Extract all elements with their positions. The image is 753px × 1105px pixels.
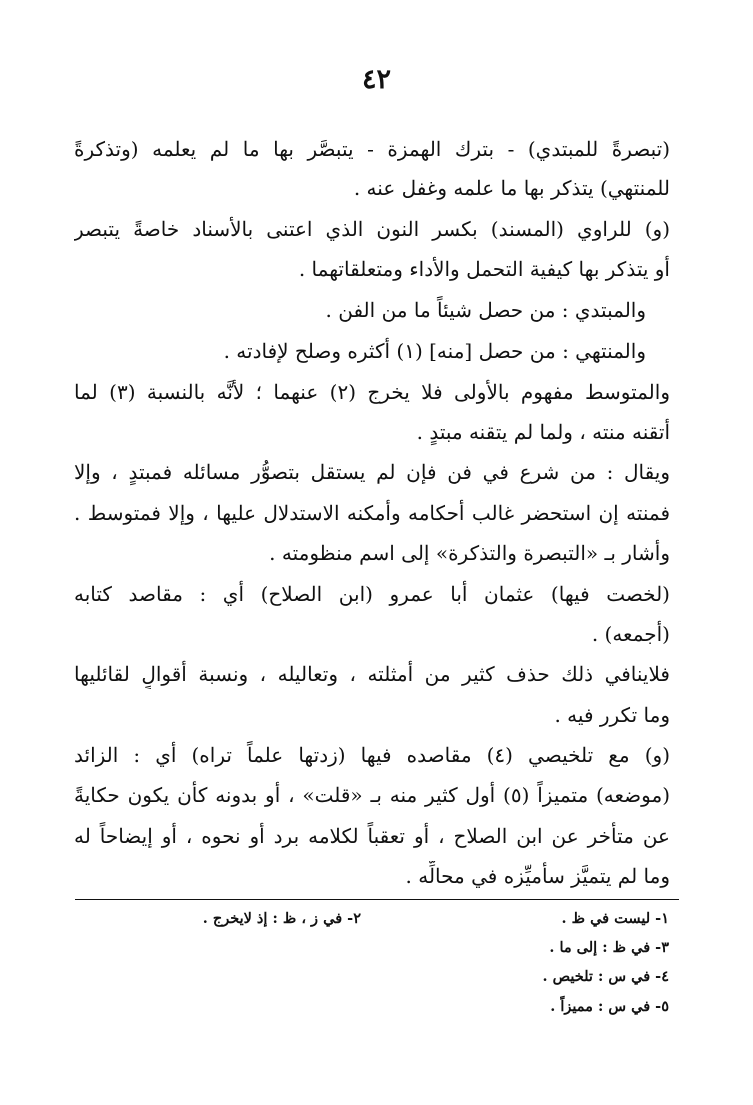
text-line: (و) مع تلخيصي (٤) مقاصده فيها (زدتها علماً تراه) أي : الزائد [74, 743, 670, 767]
text-line: ويقال : من شرع في فن فإن لم يستقل بتصوُّر مسائله فمبتدٍ ، وإلا [74, 460, 670, 484]
text-line: فلاينافي ذلك حذف كثير من أمثلته ، وتعاليله ، ونسبة أقوالٍ لقائليها [74, 662, 670, 686]
page-number: ٤٢ [361, 64, 391, 95]
text-line: (لخصت فيها) عثمان أبا عمرو (ابن الصلاح) أي : مقاصد كتابه [74, 582, 670, 606]
footnote: ١- ليست في ظ . [561, 910, 669, 927]
text-line: والمتوسط مفهوم بالأولى فلا يخرج (٢) عنهما ؛ لأنَّه بالنسبة (٣) لما [74, 380, 670, 404]
footnote: ٥- في س : مميزاً . [550, 998, 669, 1015]
text-line: عن متأخر عن ابن الصلاح ، أو تعقباً لكلامه برد أو نحوه ، أو إيضاحاً له [74, 824, 670, 848]
text-line: والمنتهي : من حصل [منه] (١) أكثره وصلح لإفادته . [223, 339, 646, 363]
text-line: (و) للراوي (المسند) بكسر النون الذي اعتنى بالأسناد خاصةً يتبصر [74, 217, 670, 241]
footnote-separator [75, 899, 679, 900]
footnote: ٢- في ز ، ظ : إذ لايخرج . [202, 910, 361, 927]
text-line: وأشار بـ «التبصرة والتذكرة» إلى اسم منظومته . [269, 541, 670, 565]
text-line: والمبتدي : من حصل شيئاً ما من الفن . [325, 298, 646, 322]
text-line: وما تكرر فيه . [554, 703, 670, 727]
text-line: فمنته إن استحضر غالب أحكامه وأمكنه الاستدلال عليها ، وإلا فمتوسط . [74, 501, 670, 525]
text-line: أتقنه منته ، ولما لم يتقنه مبتدٍ . [416, 420, 670, 444]
footnote: ٣- في ظ : إلى ما . [549, 939, 669, 956]
text-line: (موضعه) متميزاً (٥) أول كثير منه بـ «قلت» ، أو بدونه كأن يكون حكايةً [74, 783, 670, 807]
text-line: أو يتذكر بها كيفية التحمل والأداء ومتعلقاتهما . [298, 257, 670, 281]
text-line: (تبصرةً للمبتدي) - بترك الهمزة - يتبصَّر بها ما لم يعلمه (وتذكرةً [74, 137, 670, 161]
text-line: للمنتهي) يتذكر بها ما علمه وغفل عنه . [353, 176, 670, 200]
footnote: ٤- في س : تلخيص . [542, 968, 669, 985]
text-line: (أجمعه) . [591, 622, 670, 646]
text-line: وما لم يتميَّز سأميِّزه في محالِّه . [405, 864, 670, 888]
